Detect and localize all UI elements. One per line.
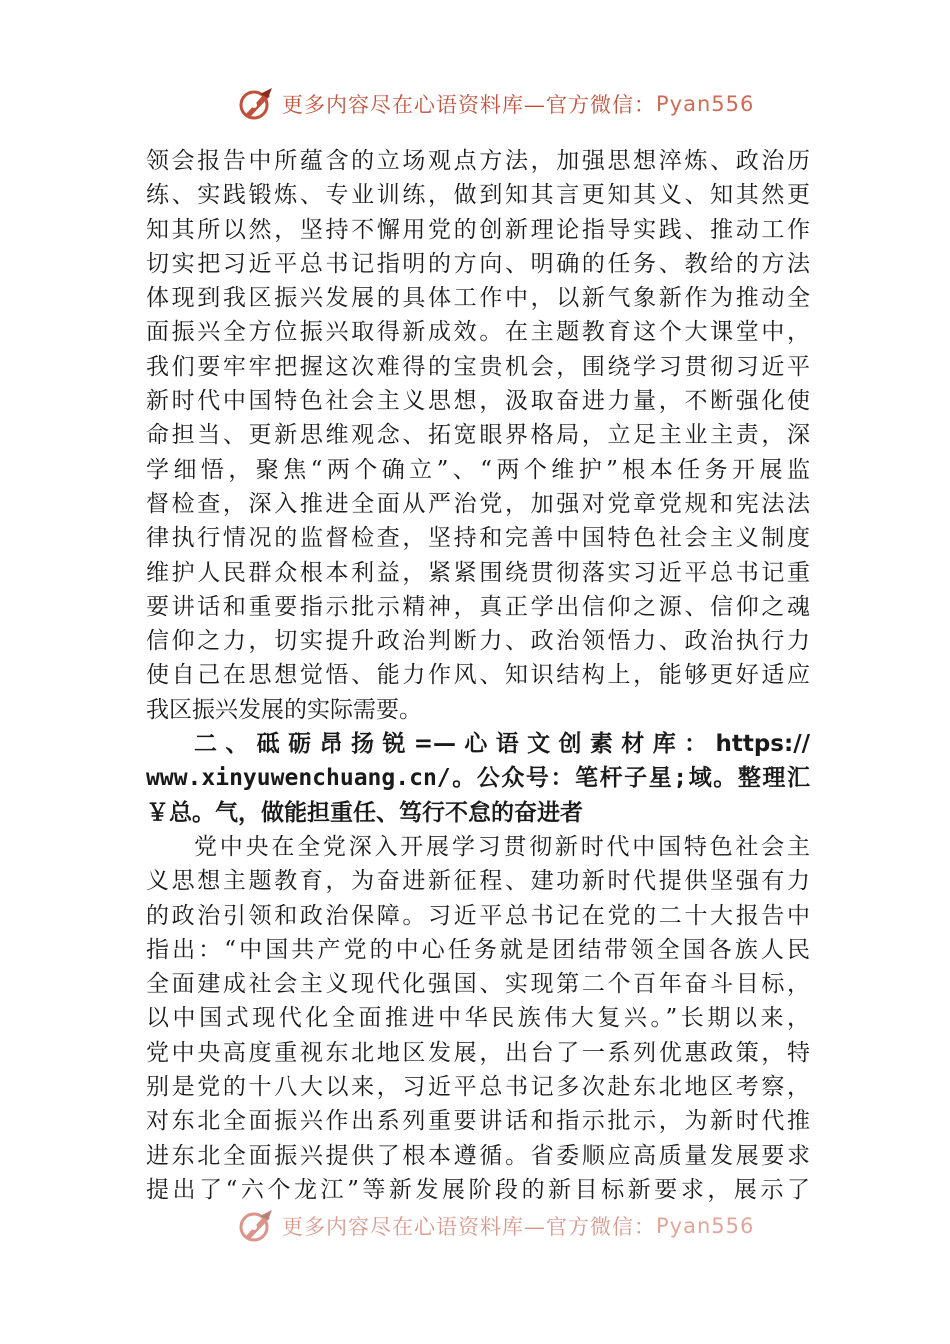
text-line: 知其所以然，坚持不懈用党的创新理论指导实践、推动工作 <box>146 216 810 243</box>
text-line: 切实把习近平总书记指明的方向、明确的任务、教给的方法 <box>146 250 810 277</box>
text-line: 面振兴全方位振兴取得新成效。在主题教育这个大课堂中， <box>146 319 810 346</box>
text-line: 要讲话和重要指示批示精神，真正学出信仰之源、信仰之魂 <box>146 593 810 620</box>
text-line: 党中央高度重视东北地区发展，出台了一系列优惠政策，特 <box>146 1039 810 1066</box>
text-line: 领会报告中所蕴含的立场观点方法，加强思想淬炼、政治历 <box>146 148 810 174</box>
watermark-wechat-id: Pyan556 <box>656 92 755 116</box>
text-line: 我们要牢牢把握这次难得的宝贵机会，围绕学习贯彻习近平 <box>146 353 810 380</box>
watermark-footer <box>236 1206 756 1246</box>
text-line: 提出了“六个龙江”等新发展阶段的新目标新要求，展示了 <box>146 1176 810 1203</box>
text-line: 指出：“中国共产党的中心任务就是团结带领全国各族人民 <box>146 936 810 963</box>
text-line: 律执行情况的监督检查，坚持和完善中国特色社会主义制度 <box>146 525 810 552</box>
text-line: 信仰之力，切实提升政治判断力、政治领悟力、政治执行力 <box>146 628 810 655</box>
text-line: 使自己在思想觉悟、能力作风、知识结构上，能够更好适应 <box>146 662 810 689</box>
text-line: 全面建成社会主义现代化强国、实现第二个百年奋斗目标， <box>146 971 810 998</box>
text-line: 对东北全面振兴作出系列重要讲话和指示批示，为新时代推 <box>146 1108 810 1135</box>
heading-line: www.xinyuwenchuang.cn/。公众号：笔杆子星;域。整理汇 <box>146 765 810 792</box>
watermark-text: 更多内容尽在心语资料库—官方微信： <box>282 1215 656 1239</box>
text-line: 命担当、更新思维观念、拓宽眼界格局，立足主业主责，深 <box>146 422 810 449</box>
pen-nib-logo-icon <box>236 1206 276 1246</box>
watermark-wechat-id: Pyan556 <box>656 1214 755 1238</box>
text-line: 学细悟，聚焦“两个确立”、“两个维护”根本任务开展监 <box>146 456 810 483</box>
text-line: 以中国式现代化全面推进中华民族伟大复兴。”长期以来， <box>146 1005 810 1032</box>
pen-nib-logo-icon <box>236 84 276 124</box>
text-line: 进东北全面振兴提供了根本遵循。省委顺应高质量发展要求 <box>146 1142 810 1169</box>
document-body <box>146 144 810 1207</box>
text-line: 别是党的十八大以来，习近平总书记多次赴东北地区考察， <box>146 1074 810 1101</box>
text-line: 新时代中国特色社会主义思想，汲取奋进力量，不断强化使 <box>146 388 810 415</box>
text-line: 练、实践锻炼、专业训练，做到知其言更知其义、知其然更 <box>146 182 810 209</box>
heading-line: ￥总。气，做能担重任、笃行不怠的奋进者 <box>146 799 583 826</box>
text-line: 的政治引领和政治保障。习近平总书记在党的二十大报告中 <box>146 902 810 929</box>
heading-line: 二、砥砺昂扬锐=—心语文创素材库：https:// <box>194 731 810 758</box>
text-line: 义思想主题教育，为奋进新征程、建功新时代提供坚强有力 <box>146 868 810 895</box>
text-line: 督检查，深入推进全面从严治党，加强对党章党规和宪法法 <box>146 490 810 517</box>
watermark-header <box>236 84 756 124</box>
section-heading <box>146 727 810 830</box>
text-line: 党中央在全党深入开展学习贯彻新时代中国特色社会主 <box>194 833 810 860</box>
text-line: 体现到我区振兴发展的具体工作中，以新气象新作为推动全 <box>146 285 810 312</box>
paragraph-2 <box>146 830 810 1207</box>
paragraph-1 <box>146 144 810 727</box>
watermark-text: 更多内容尽在心语资料库—官方微信： <box>282 93 656 117</box>
text-line: 我区振兴发展的实际需要。 <box>146 696 422 723</box>
text-line: 维护人民群众根本利益，紧紧围绕贯彻落实习近平总书记重 <box>146 559 810 586</box>
